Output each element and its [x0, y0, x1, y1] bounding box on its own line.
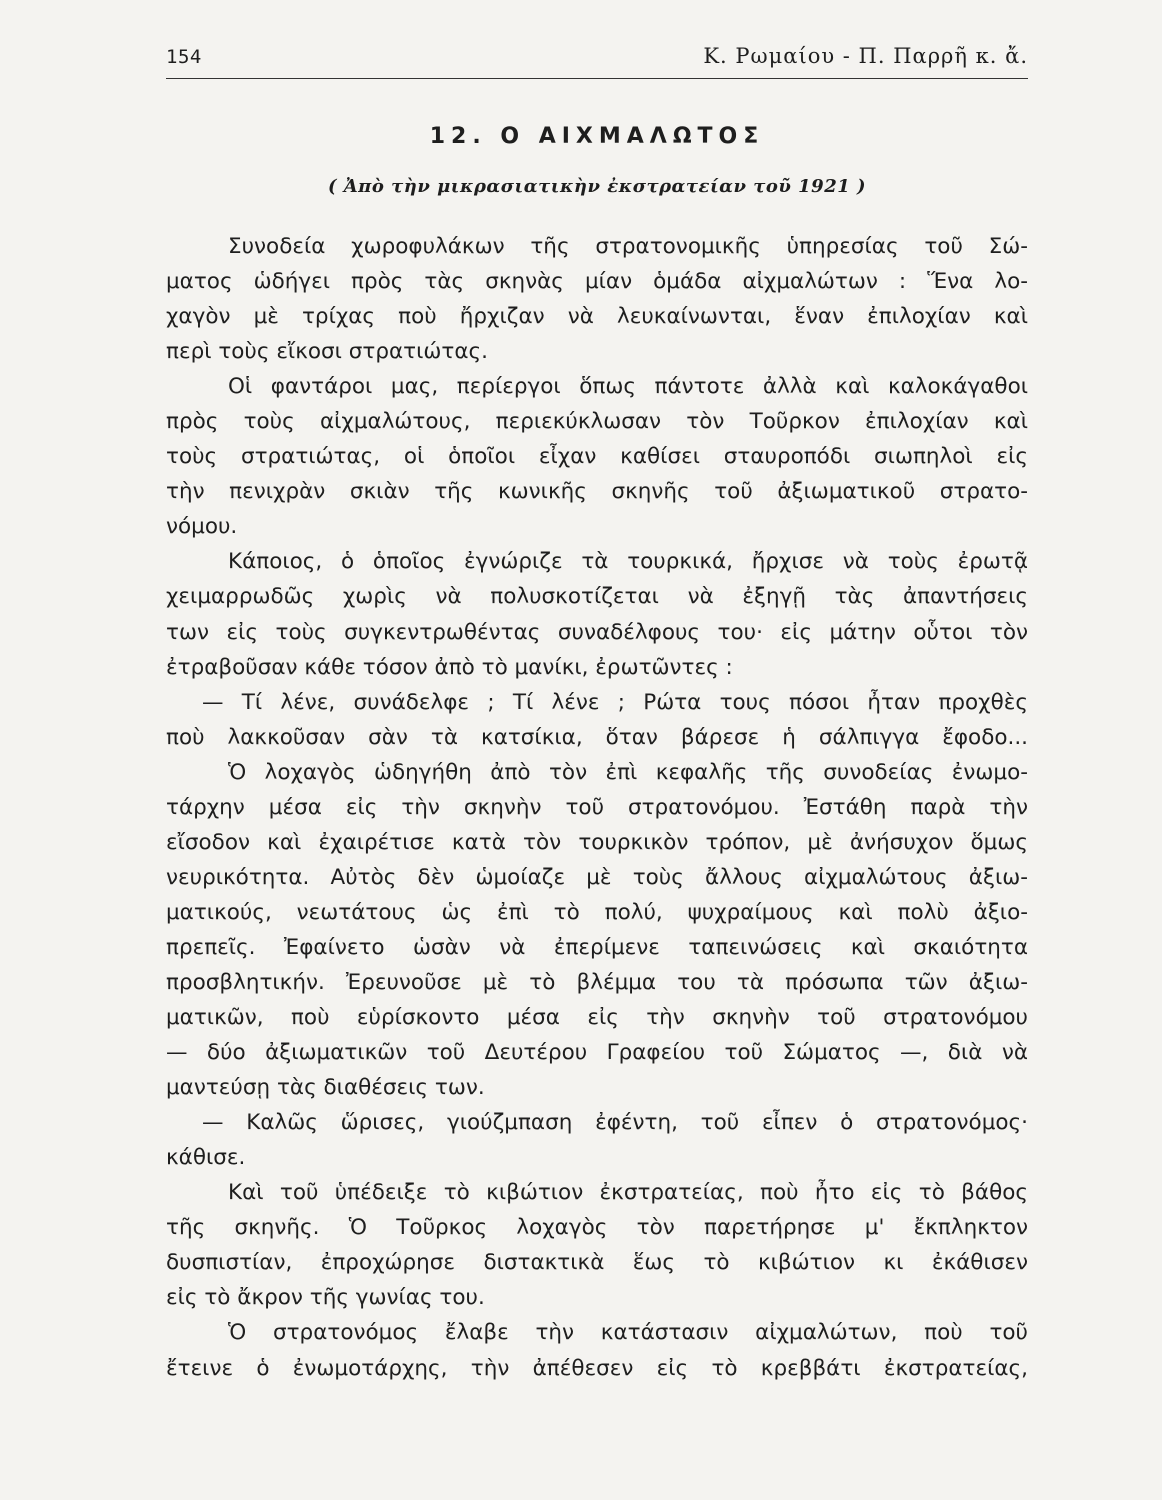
text-line: ματικῶν, ποὺ εὑρίσκοντο μέσα εἰς τὴν σκηνὴν τοῦ στρατονόμου — [166, 1005, 1028, 1031]
text-line: Ὁ λοχαγὸς ὡδηγήθη ἀπὸ τὸν ἐπὶ κεφαλῆς τῆς συνοδείας ἐνωμο- — [228, 759, 1028, 785]
text-line: πρὸς τοὺς αἰχμαλώτους, περιεκύκλωσαν τὸν Τοῦρκον ἐπιλοχίαν καὶ — [166, 409, 1028, 435]
page-header — [166, 44, 1028, 79]
text-line: — Καλῶς ὥρισες, γιούζμπαση ἐφέντη, τοῦ εἶπεν ὁ στρατονόμος· — [202, 1110, 1028, 1136]
text-line: ματικούς, νεωτάτους ὡς ἐπὶ τὸ πολύ, ψυχραίμους καὶ πολὺ ἀξιο- — [166, 899, 1028, 925]
body-text — [166, 229, 1028, 1386]
text-line: των εἰς τοὺς συγκεντρωθέντας συναδέλφους του· εἰς μάτην οὗτοι τὸν — [166, 619, 1028, 645]
text-line: Ὁ στρατονόμος ἔλαβε τὴν κατάστασιν αἰχμαλώτων, ποὺ τοῦ — [228, 1320, 1028, 1346]
chapter-subtitle: ( Ἀπὸ τὴν μικρασιατικὴν ἐκστρατείαν τοῦ 1921 ) — [327, 176, 867, 197]
running-head: Κ. Ρωμαίου - Π. Παρρῆ κ. ἄ. — [703, 44, 1028, 68]
text-line: τάρχην μέσα εἰς τὴν σκηνὴν τοῦ στρατονόμου. Ἐστάθη παρὰ τὴν — [166, 794, 1028, 820]
chapter-title: 12. Ο ΑΙΧΜΑΛΩΤΟΣ — [429, 124, 765, 149]
text-line: προσβλητικήν. Ἐρευνοῦσε μὲ τὸ βλέμμα του τὰ πρόσωπα τῶν ἀξιω- — [166, 969, 1028, 995]
text-line: Οἱ φαντάροι μας, περίεργοι ὅπως πάντοτε ἀλλὰ καὶ καλοκάγαθοι — [228, 374, 1028, 400]
text-line: πρεπεῖς. Ἐφαίνετο ὡσὰν νὰ ἐπερίμενε ταπεινώσεις καὶ σκαιότητα — [166, 934, 1028, 960]
text-line: Συνοδεία χωροφυλάκων τῆς στρατονομικῆς ὑπηρεσίας τοῦ Σώ- — [228, 234, 1028, 259]
text-line: — δύο ἀξιωματικῶν τοῦ Δευτέρου Γραφείου τοῦ Σώματος —, διὰ νὰ — [166, 1040, 1028, 1066]
text-line: εἴσοδον καὶ ἐχαιρέτισε κατὰ τὸν τουρκικὸν τρόπον, μὲ ἀνήσυχον ὅμως — [166, 829, 1028, 855]
text-line: ποὺ λακκοῦσαν σὰν τὰ κατσίκια, ὅταν βάρεσε ἡ σάλπιγγα ἔφοδο... — [166, 724, 1028, 750]
text-line: τῆς σκηνῆς. Ὁ Τοῦρκος λοχαγὸς τὸν παρετήρησε μ' ἔκπληκτον — [166, 1215, 1028, 1241]
text-line: ἔτεινε ὁ ἐνωμοτάρχης, τὴν ἀπέθεσεν εἰς τὸ κρεββάτι ἐκστρατείας, — [166, 1355, 1028, 1381]
text-line: εἰς τὸ ἄκρον τῆς γωνίας του. — [166, 1285, 485, 1311]
text-line: νόμου. — [166, 514, 238, 540]
text-line: ἐτραβοῦσαν κάθε τόσον ἀπὸ τὸ μανίκι, ἐρωτῶντες : — [166, 654, 733, 680]
text-line: χειμαρρωδῶς χωρὶς νὰ πολυσκοτίζεται νὰ ἐξηγῇ τὰς ἀπαντήσεις — [166, 584, 1028, 610]
text-line: τοὺς στρατιώτας, οἱ ὁποῖοι εἶχαν καθίσει σταυροπόδι σιωπηλοὶ εἰς — [166, 444, 1028, 470]
text-line: περὶ τοὺς εἴκοσι στρατιώτας. — [166, 339, 488, 365]
text-line: μαντεύσῃ τὰς διαθέσεις των. — [166, 1075, 485, 1101]
text-line: Καὶ τοῦ ὑπέδειξε τὸ κιβώτιον ἐκστρατείας, ποὺ ἦτο εἰς τὸ βάθος — [228, 1180, 1028, 1206]
text-line: — Τί λένε, συνάδελφε ; Τί λένε ; Ρώτα τους πόσοι ἦταν προχθὲς — [202, 689, 1028, 715]
text-line: ματος ὡδήγει πρὸς τὰς σκηνὰς μίαν ὁμάδα αἰχμαλώτων : Ἕνα λο- — [166, 269, 1028, 295]
text-line: Κάποιος, ὁ ὁποῖος ἐγνώριζε τὰ τουρκικά, ἤρχισε νὰ τοὺς ἐρωτᾷ — [228, 549, 1028, 575]
text-line: χαγὸν μὲ τρίχας ποὺ ἤρχιζαν νὰ λευκαίνωνται, ἕναν ἐπιλοχίαν καὶ — [166, 304, 1028, 330]
text-line: νευρικότητα. Αὐτὸς δὲν ὡμοίαζε μὲ τοὺς ἄλλους αἰχμαλώτους ἀξιω- — [166, 864, 1028, 890]
page-number: 154 — [166, 46, 202, 68]
text-line: δυσπιστίαν, ἐπροχώρησε διστακτικὰ ἕως τὸ κιβώτιον κι ἐκάθισεν — [166, 1250, 1028, 1276]
text-line: τὴν πενιχρὰν σκιὰν τῆς κωνικῆς σκηνῆς τοῦ ἀξιωματικοῦ στρατο- — [166, 479, 1028, 505]
text-line: κάθισε. — [166, 1145, 246, 1171]
